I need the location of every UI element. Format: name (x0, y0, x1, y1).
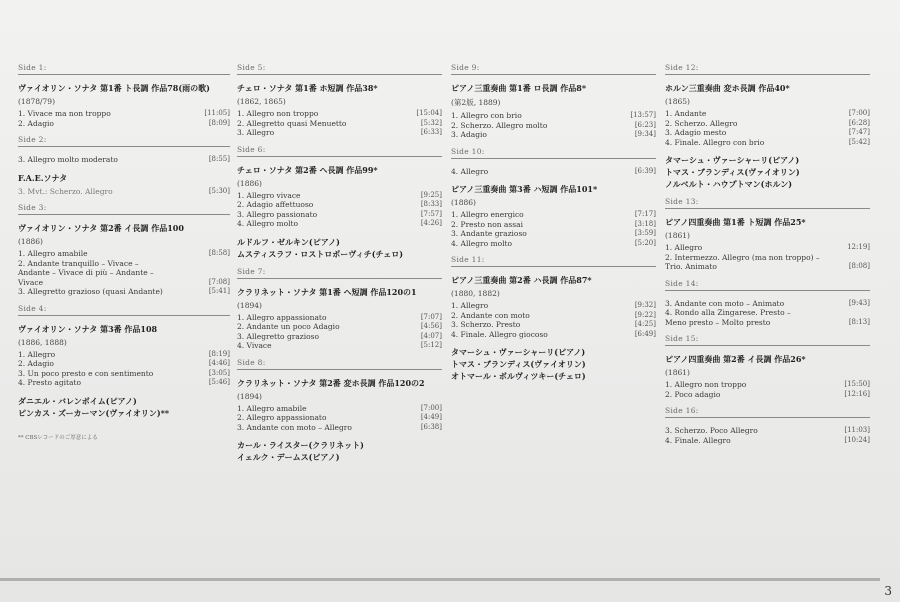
movement-duration: [8:33] (420, 200, 442, 208)
work-year: (1894) (237, 391, 262, 401)
movement-duration: [13:57] (630, 111, 656, 119)
movement-row (451, 229, 656, 239)
movement-duration: [10:24] (844, 435, 870, 444)
work-spacer (18, 165, 230, 173)
column-3 (451, 56, 656, 382)
side-label: Side 10: (451, 140, 656, 159)
movement-name: 2. Presto non assai (451, 219, 523, 229)
work-title: ヴァイオリン・ソナタ 第3番 作品108 (18, 323, 158, 334)
movement-row (665, 426, 870, 436)
movement-row (18, 287, 230, 297)
movement-row (451, 320, 656, 330)
side-label: Side 11: (451, 248, 656, 267)
side-block (237, 260, 442, 351)
movement-row (18, 359, 230, 369)
movement-name: 3. Allegro passionato (237, 209, 318, 219)
movement-duration: [8:08] (848, 262, 870, 270)
movement-duration: [9:43] (848, 298, 870, 307)
movement-row (451, 239, 656, 249)
side-label: Side 15: (665, 327, 870, 346)
side-label: Side 9: (451, 56, 656, 75)
footnote: ** CBSレコードのご厚意による (18, 434, 98, 441)
movement-name: 1. Allegro (451, 301, 489, 310)
movement-duration: [5:12] (420, 341, 442, 349)
movement-duration: [8:19] (208, 349, 230, 358)
movement-duration: [7:00] (420, 403, 442, 412)
movement-row (237, 109, 442, 119)
work-year: (1880, 1882) (451, 289, 500, 298)
movement-row (18, 378, 230, 388)
side-label: Side 4: (18, 297, 230, 316)
movement-name: 1. Allegro non troppo (665, 380, 747, 389)
performer-list (237, 439, 442, 463)
side-label: Side 6: (237, 138, 442, 157)
side-label: Side 2: (18, 128, 230, 147)
movement-duration: [6:39] (634, 166, 656, 175)
movement-name: 2. Andante un poco Adagio (237, 322, 340, 331)
movement-row (237, 322, 442, 332)
movement-duration: [15:50] (844, 380, 870, 388)
side-label: Side 7: (237, 260, 442, 279)
movement-name: 4. Finale. Allegro con brio (665, 137, 765, 147)
work-title: チェロ・ソナタ 第1番 ホ短調 作品38* (237, 83, 378, 93)
work-year: (1886) (18, 237, 43, 246)
side-block (665, 399, 870, 445)
movement-row (451, 311, 656, 321)
performer-credit: ムスティスラフ・ロストロポーヴィチ(チェロ) (237, 248, 404, 259)
performer-credit: タマーシュ・ヴァーシャーリ(ピアノ) (451, 347, 586, 357)
movement-duration: [8:55] (208, 155, 230, 163)
performer-list (451, 346, 656, 382)
movement-row (237, 200, 442, 210)
work-year: (1894) (237, 300, 262, 310)
performer-credit: オトマール・ボルヴィツキー(チェロ) (451, 371, 586, 381)
movement-name: 2. Scherzo. Allegro molto (451, 120, 548, 130)
movement-row (665, 436, 870, 446)
work-year: (1865) (665, 97, 690, 106)
work-spacer (451, 176, 656, 184)
page-number: 3 (884, 584, 892, 598)
movement-duration: [6:23] (634, 120, 656, 129)
movement-name: 2. Allegro appassionato (237, 413, 327, 422)
movement-duration: [7:57] (420, 209, 442, 218)
side-label: Side 3: (18, 196, 230, 215)
movement-name: 3. Scherzo. Poco Allegro (665, 426, 758, 435)
column-4 (665, 56, 870, 445)
work-title: チェロ・ソナタ 第2番 ヘ長調 作品99* (237, 164, 378, 175)
movement-duration: [6:28] (848, 118, 870, 127)
movement-row (665, 109, 870, 119)
side-block (237, 351, 442, 464)
performer-credit: トマス・ブランディス(ヴァイオリン) (665, 167, 800, 177)
movement-duration: [5:42] (848, 137, 870, 146)
movement-name: 3. Allegro (237, 128, 275, 137)
movement-duration: [3:59] (634, 229, 656, 237)
movement-name: 2. Andante con moto (451, 310, 530, 320)
side-block (451, 56, 656, 140)
movement-name: 1. Allegro non troppo (237, 109, 319, 118)
movement-duration: [12:16] (844, 389, 870, 398)
movement-name: 3. Andante grazioso (451, 229, 527, 238)
movement-row (237, 191, 442, 201)
movement-duration: [5:32] (420, 118, 442, 127)
movement-row (665, 390, 870, 400)
movement-name: 1. Vivace ma non troppo (18, 109, 111, 118)
work-title: ホルン三重奏曲 変ホ長調 作品40* (665, 83, 790, 93)
side-block (18, 196, 230, 297)
performer-credit: ルドルフ・ゼルキン(ピアノ) (237, 236, 340, 247)
movement-duration: [8:58] (208, 249, 230, 257)
movement-name: 3. Adagio (451, 130, 487, 139)
movement-row (665, 138, 870, 148)
performer-credit: タマーシュ・ヴァーシャーリ(ピアノ) (665, 155, 800, 165)
side-label: Side 8: (237, 351, 442, 370)
column-1 (18, 56, 230, 441)
movement-row (665, 128, 870, 138)
movement-row (451, 167, 656, 177)
work-title: ピアノ三重奏曲 第3番 ハ短調 作品101* (451, 184, 598, 194)
movement-row (18, 259, 230, 288)
work-year: (1861) (665, 368, 690, 377)
side-block (18, 56, 230, 128)
movement-row (237, 404, 442, 414)
movement-duration: [4:26] (420, 219, 442, 227)
movement-row (451, 130, 656, 140)
work-year: (1886) (237, 178, 262, 188)
movement-name: 4. Vivace (237, 341, 272, 350)
movement-name: 4. Finale. Allegro giocoso (451, 329, 548, 339)
movement-duration: [11:05] (204, 109, 230, 117)
performer-credit: トマス・ブランディス(ヴァイオリン) (451, 359, 586, 369)
movement-row (237, 219, 442, 229)
movement-name: 3. Andante con moto – Animato (665, 298, 785, 308)
movement-duration: 12:19] (847, 243, 870, 251)
side-label: Side 12: (665, 56, 870, 75)
work-year: (1878/79) (18, 97, 56, 106)
movement-row (18, 350, 230, 360)
movement-name: 2. Allegretto quasi Menuetto (237, 118, 347, 128)
movement-duration: [7:07] (420, 312, 442, 321)
movement-duration: [7:00] (848, 109, 870, 117)
movement-name: 1. Allegro con brio (451, 111, 522, 120)
movement-duration: [4:07] (420, 331, 442, 340)
performer-list (665, 154, 870, 190)
movement-name: 3. Adagio mesto (665, 128, 727, 137)
performer-credit: イェルク・デームス(ピアノ) (237, 452, 340, 462)
movement-duration: [7:47] (848, 128, 870, 136)
movement-row (237, 332, 442, 342)
work-title: ピアノ三重奏曲 第2番 ハ長調 作品87* (451, 275, 592, 285)
movement-name: 2. Intermezzo. Allegro (ma non troppo) – Trio. Animato (665, 252, 820, 271)
movement-duration: [6:49] (634, 329, 656, 338)
movement-name: 4. Presto agitato (18, 378, 82, 387)
movement-name: 2. Adagio affettuoso (237, 200, 314, 209)
movement-duration: [11:03] (844, 426, 870, 434)
movement-row (237, 313, 442, 323)
side-block (18, 128, 230, 196)
movement-row (451, 220, 656, 230)
movement-duration: [7:17] (634, 210, 656, 218)
performer-list (18, 395, 230, 419)
movement-row (665, 253, 870, 272)
performer-credit: ダニエル・バレンボイム(ピアノ) (18, 395, 137, 406)
column-2 (237, 56, 442, 463)
movement-name: 1. Allegro amabile (237, 403, 307, 413)
movement-duration: [9:34] (634, 130, 656, 138)
movement-row (451, 330, 656, 340)
movement-row (18, 119, 230, 129)
performer-list (237, 236, 442, 260)
side-block (451, 140, 656, 249)
movement-duration: [5:20] (634, 238, 656, 247)
work-title: ピアノ四重奏曲 第2番 イ長調 作品26* (665, 354, 806, 364)
work-year: (1886) (451, 198, 476, 207)
work-title: ヴァイオリン・ソナタ 第1番 ト長調 作品78(雨の歌) (18, 83, 210, 93)
movement-name: 4. Rondo alla Zingarese. Presto – Meno presto – Molto presto (665, 308, 791, 327)
work-title: ピアノ三重奏曲 第1番 ロ長調 作品8* (451, 83, 587, 93)
movement-name: 3. Allegretto grazioso (237, 331, 320, 341)
movement-name: 4. Finale. Allegro (665, 435, 731, 445)
performer-credit: ピンカス・ズーカーマン(ヴァイオリン)** (18, 407, 170, 418)
movement-row (237, 413, 442, 423)
movement-row (237, 128, 442, 138)
work-year: (1862, 1865) (237, 97, 286, 106)
side-block (665, 190, 870, 272)
work-year: (1886, 1888) (18, 337, 67, 347)
movement-row (665, 243, 870, 253)
movement-name: 2. Adagio (18, 359, 54, 368)
movement-duration: [8:09] (208, 118, 230, 127)
movement-row (665, 119, 870, 129)
side-label: Side 1: (18, 56, 230, 75)
movement-name: 3. Mvt.: Scherzo. Allegro (18, 186, 113, 196)
movement-row (18, 109, 230, 119)
movement-name: 3. Scherzo. Presto (451, 320, 521, 329)
movement-name: 1. Allegro vivace (237, 190, 301, 200)
movement-duration: [4:25] (634, 320, 656, 328)
work-title: クラリネット・ソナタ 第1番 ヘ短調 作品120の1 (237, 286, 417, 297)
movement-name: 2. Poco adagio (665, 389, 721, 399)
movement-row (18, 369, 230, 379)
movement-duration: [9:22] (634, 310, 656, 319)
work-year: (1861) (665, 231, 690, 240)
movement-duration: [8:13] (848, 317, 870, 326)
movement-row (451, 301, 656, 311)
side-block (665, 56, 870, 190)
movement-name: 3. Un poco presto e con sentimento (18, 368, 154, 378)
movement-row (665, 299, 870, 309)
movement-row (237, 423, 442, 433)
movement-name: 1. Allegro energico (451, 210, 524, 219)
movement-name: 1. Allegro (665, 243, 703, 252)
side-block (237, 56, 442, 138)
side-block (451, 248, 656, 382)
page-edge-shadow (0, 578, 880, 581)
performer-credit: ノルベルト・ハウプトマン(ホルン) (665, 179, 793, 189)
movement-name: 4. Allegro (451, 166, 489, 176)
movement-row (665, 380, 870, 390)
movement-duration: [5:30] (208, 186, 230, 195)
movement-name: 3. Andante con moto – Allegro (237, 422, 352, 432)
movement-name: 4. Allegro molto (237, 219, 299, 228)
movement-row (237, 341, 442, 351)
side-block (237, 138, 442, 260)
movement-duration: [5:46] (208, 378, 230, 386)
movement-name: 2. Adagio (18, 118, 54, 128)
work-year: (第2版, 1889) (451, 98, 501, 107)
movement-duration: [6:33] (420, 128, 442, 136)
side-block (18, 297, 230, 419)
side-block (665, 327, 870, 399)
movement-row (18, 249, 230, 259)
movement-duration: [7:08] (208, 277, 230, 286)
movement-row (237, 119, 442, 129)
movement-duration: [3:05] (208, 368, 230, 377)
movement-duration: [3:18] (634, 219, 656, 228)
movement-name: 3. Allegro molto moderato (18, 155, 118, 164)
movement-duration: [9:25] (420, 190, 442, 199)
movement-duration: [15:04] (416, 109, 442, 117)
movement-name: 1. Andante (665, 109, 707, 118)
movement-name: 3. Allegretto grazioso (quasi Andante) (18, 287, 163, 296)
side-label: Side 14: (665, 272, 870, 291)
movement-name: 2. Andante tranquillo – Vivace – Andante – Vivace di più – Andante – Vivace (18, 258, 154, 287)
movement-name: 4. Allegro molto (451, 238, 513, 248)
movement-row (237, 210, 442, 220)
movement-name: 1. Allegro appassionato (237, 312, 327, 322)
movement-name: 1. Allegro (18, 349, 56, 359)
side-label: Side 5: (237, 56, 442, 75)
movement-row (18, 187, 230, 197)
movement-row (451, 121, 656, 131)
movement-row (451, 111, 656, 121)
work-title: クラリネット・ソナタ 第2番 変ホ長調 作品120の2 (237, 377, 425, 388)
side-label: Side 16: (665, 399, 870, 418)
movement-duration: [5:41] (208, 287, 230, 295)
movement-name: 2. Scherzo. Allegro (665, 118, 738, 128)
movement-row (665, 308, 870, 327)
movement-duration: [9:32] (634, 301, 656, 309)
movement-duration: [6:38] (420, 422, 442, 431)
movement-duration: [4:56] (420, 322, 442, 330)
movement-duration: [4:49] (420, 413, 442, 421)
work-title: F.A.E.ソナタ (18, 172, 68, 183)
work-title: ヴァイオリン・ソナタ 第2番 イ長調 作品100 (18, 223, 184, 233)
work-title: ピアノ四重奏曲 第1番 ト短調 作品25* (665, 217, 806, 227)
movement-row (18, 155, 230, 165)
movement-row (451, 210, 656, 220)
movement-name: 1. Allegro amabile (18, 249, 88, 258)
movement-duration: [4:46] (208, 359, 230, 367)
performer-credit: カール・ライスター(クラリネット) (237, 440, 364, 450)
side-label: Side 13: (665, 190, 870, 209)
side-block (665, 272, 870, 328)
